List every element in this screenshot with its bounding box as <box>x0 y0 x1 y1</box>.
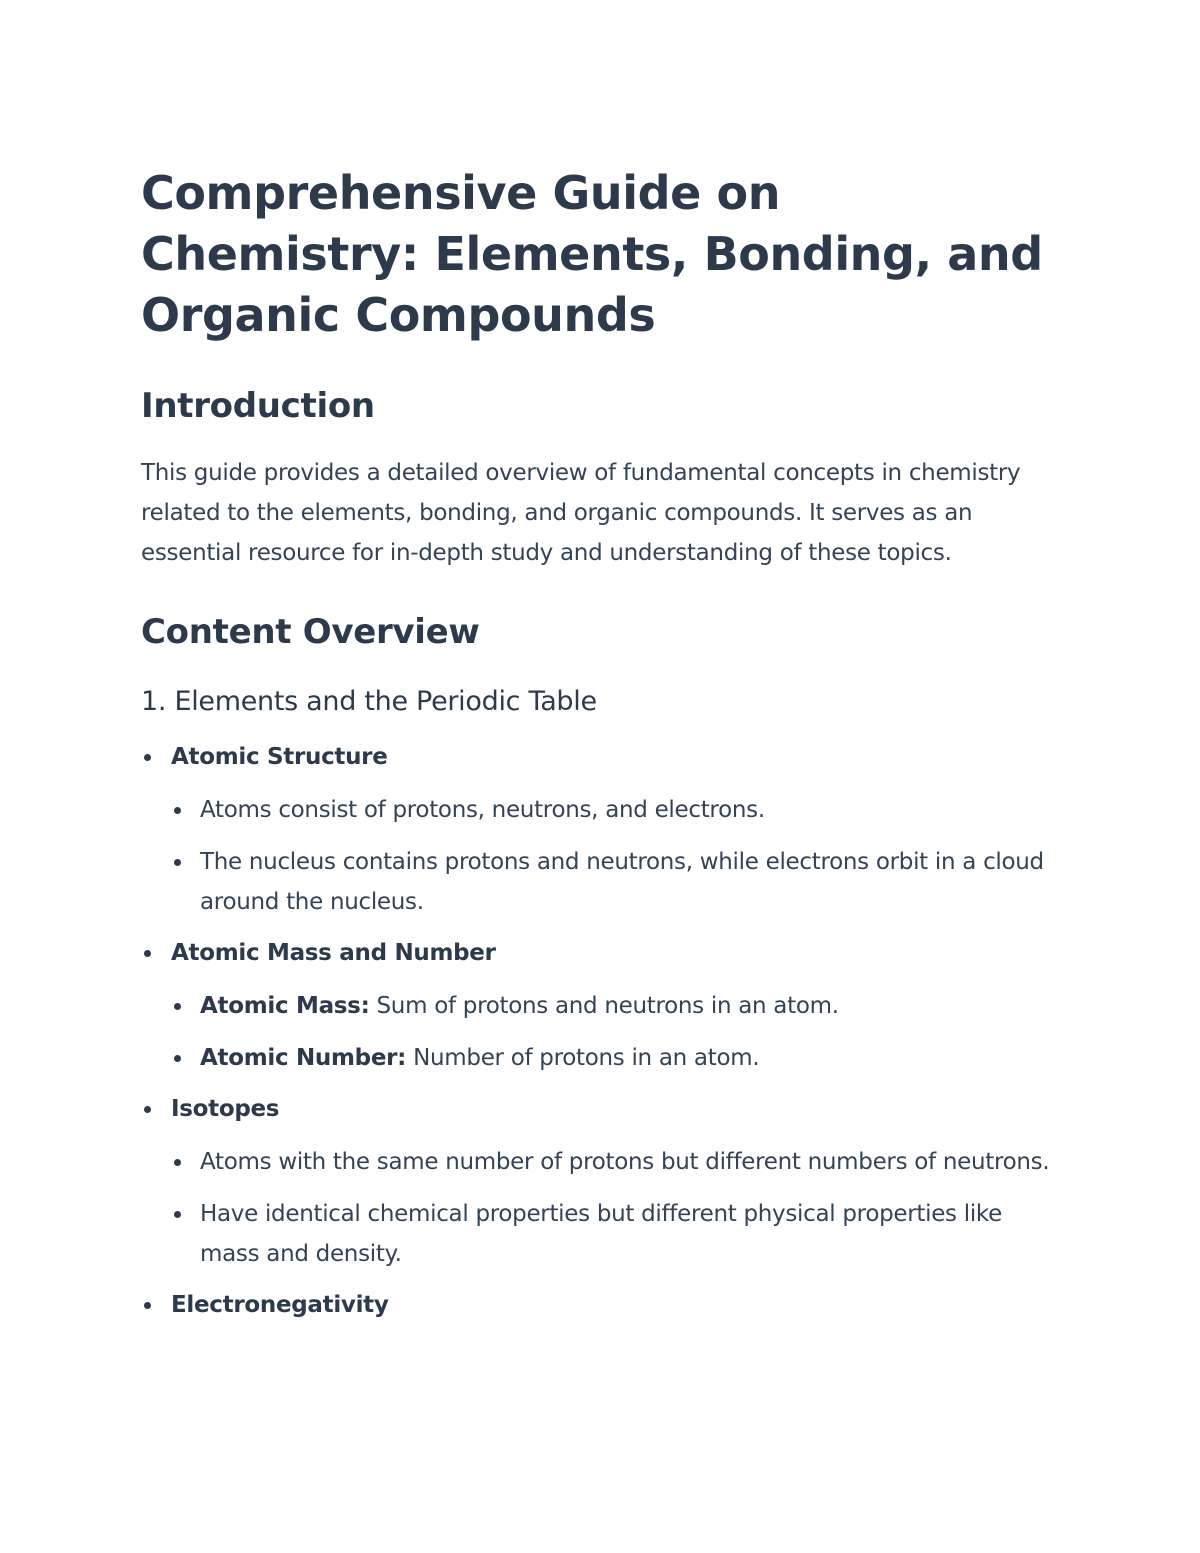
list-item-label: Isotopes <box>171 1096 280 1122</box>
sub-list-item: The nucleus contains protons and neutrons, while electrons orbit in a cloud around the nucleus. <box>171 842 1060 922</box>
section-heading-elements: 1. Elements and the Periodic Table <box>141 686 597 717</box>
list-item-atomic-mass-number <box>141 936 1060 1078</box>
term-label: Atomic Mass: <box>200 993 370 1019</box>
sub-list <box>171 790 1060 922</box>
term-definition: Number of protons in an atom. <box>406 1045 760 1071</box>
sub-list <box>171 986 1060 1078</box>
sub-list-item <box>171 1038 1060 1078</box>
introduction-heading: Introduction <box>141 386 375 426</box>
document-title: Comprehensive Guide on Chemistry: Elements, Bonding, and Organic Compounds <box>141 166 1043 342</box>
term-label: Atomic Number: <box>200 1045 407 1071</box>
list-item-label: Atomic Structure <box>171 744 388 770</box>
content-overview-heading: Content Overview <box>141 612 480 652</box>
term-definition: Sum of protons and neutrons in an atom. <box>369 993 839 1019</box>
section-elements-list <box>141 740 1060 1322</box>
list-item-electronegativity <box>141 1288 1060 1322</box>
list-item-atomic-structure <box>141 740 1060 922</box>
list-item-isotopes <box>141 1092 1060 1274</box>
sub-list-item: Have identical chemical properties but different physical properties like mass and density. <box>171 1194 1060 1274</box>
sub-list-item: Atoms with the same number of protons but different numbers of neutrons. <box>171 1142 1060 1182</box>
sub-list <box>171 1142 1060 1274</box>
sub-list-item: Atoms consist of protons, neutrons, and electrons. <box>171 790 1060 830</box>
sub-list-item <box>171 986 1060 1026</box>
introduction-text: This guide provides a detailed overview of fundamental concepts in chemistry related to the elements, bonding, and organic compounds. It serves as an essential resource for in-depth study and understanding of these topics. <box>141 460 1021 566</box>
list-item-label: Electronegativity <box>171 1292 389 1318</box>
list-item-label: Atomic Mass and Number <box>171 940 496 966</box>
